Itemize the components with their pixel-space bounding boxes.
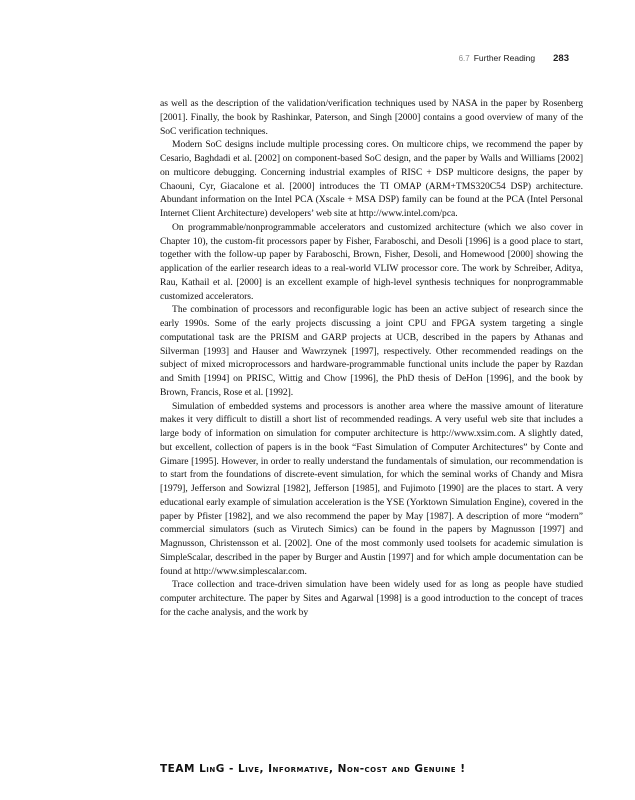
footer-banner: TEAM LinG - Live, Informative, Non-cost and Genuine ! (160, 763, 466, 775)
paragraph-traces: Trace collection and trace-driven simulation have been widely used for as long as people have studied computer architecture. The paper by Sites and Agarwal [1998] is a good introduction to the concept of traces for the cache analysis, and the work by (160, 579, 583, 618)
paragraph-multicore: Modern SoC designs include multiple processing cores. On multicore chips, we recommend the paper by Cesario, Baghdadi et al. [2002] on component-based SoC design, and the paper by Walls and Williams [2002] on multicore debugging. Concerning industrial examples of RISC + DSP multicore designs, the paper by Chaouni, Cyr, Giacalone et al. [2000] introduces the TI OMAP (ARM+TMS320C54 DSP) architecture. Abundant information on the Intel PCA (Xscale + MSA DSP) family can be found at the PCA (Intel Personal Internet Client Architecture) developers’ web site at http://www.intel.com/pca. (160, 139, 583, 219)
section-title: Further Reading (473, 53, 536, 63)
section-number: 6.7 (458, 54, 470, 63)
page-number: 283 (553, 53, 569, 64)
running-head (459, 53, 569, 64)
paragraph-continued: as well as the description of the validation/verification techniques used by NASA in the paper by Rosenberg [2001]. Finally, the book by Rashinkar, Paterson, and Singh [2000] contains a good overview of many of the SoC verification techniques. (160, 98, 583, 137)
paragraph-reconfigurable: The combination of processors and reconfigurable logic has been an active subject of research since the early 1990s. Some of the early projects discussing a joint CPU and FPGA system targeting a single computational task are the PRISM and GARP projects at UCB, described in the papers by Athanas and Silverman [1993] and Hauser and Wawrzynek [1997], respectively. Other recommended readings on the subject of mixed microprocessors and hardware-programmable functional units include the paper by Razdan and Smith [1994] on PRISC, Wittig and Chow [1996], the PhD thesis of DeHon [1996], and the book by Brown, Francis, Rose et al. [1992]. (160, 304, 583, 398)
paragraph-accelerators: On programmable/nonprogrammable accelerators and customized architecture (which we also cover in Chapter 10), the custom-fit processors paper by Fisher, Faraboschi, and Desoli [1996] is a good place to start, together with the follow-up paper by Faraboschi, Brown, Fisher, Desoli, and Homewood [2000] showing the application of the earlier research ideas to a real-world VLIW processor core. The work by Schreiber, Aditya, Rau, Kathail et al. [2000] is an excellent example of high-level synthesis techniques for nonprogrammable customized accelerators. (160, 221, 583, 302)
paragraph-simulation: Simulation of embedded systems and processors is another area where the massive amount of literature makes it very difficult to distill a short list of recommended readings. A very useful web site that includes a large body of information on simulation for computer architecture is http://www.xsim.com. A slightly dated, but excellent, collection of papers is in the book “Fast Simulation of Computer Architectures” by Conte and Gimare [1995]. However, in order to really understand the fundamentals of simulation, our recommendation is to start from the foundations of discrete-event simulation, for which the seminal works of Chandy and Misra [1979], Jefferson and Sowizral [1982], Jefferson [1985], and Fujimoto [1990] are the places to start. A very educational early example of simulation acceleration is the YSE (Yorktown Simulation Engine), covered in the paper by Pfister [1982], and we also recommend the paper by May [1987]. A description of more “modern” commercial simulators (such as Virutech Simics) can be found in the papers by Magnusson [1997] and Magnusson, Christensson et al. [2002]. One of the most commonly used toolsets for academic simulation is SimpleScalar, described in the paper by Burger and Austin [1997] and for which ample documentation can be found at http://www.simplescalar.com. (160, 400, 583, 577)
body-text (160, 97, 583, 620)
